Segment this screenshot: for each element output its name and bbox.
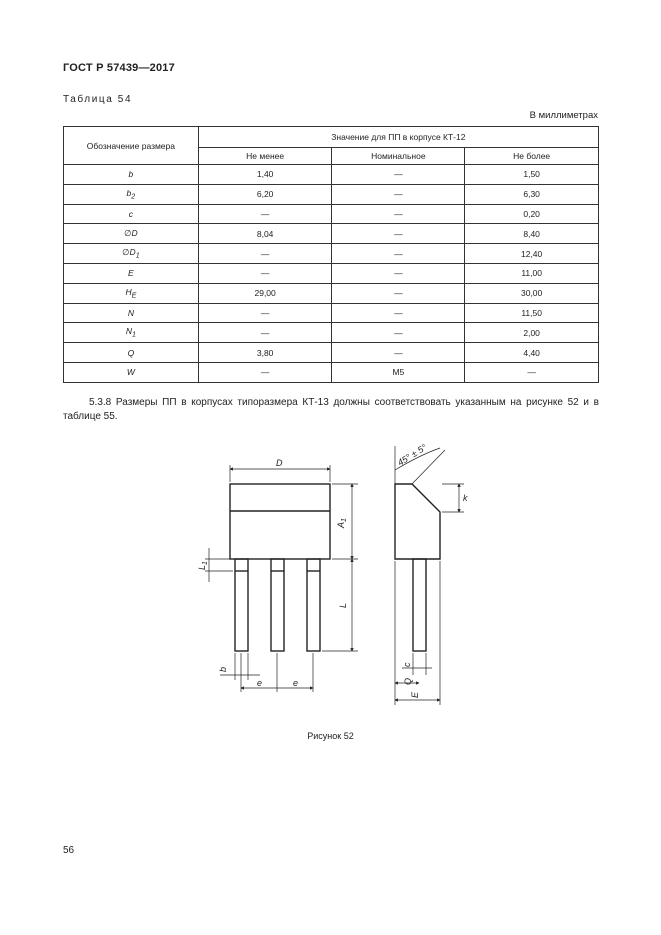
param-symbol: b bbox=[64, 165, 199, 185]
label-l1: $L_1$ bbox=[197, 561, 209, 570]
param-symbol: $H_E$ bbox=[64, 283, 199, 303]
value-max: — bbox=[465, 362, 599, 382]
label-a1: $A_1$ bbox=[336, 518, 348, 528]
value-nominal: — bbox=[332, 165, 465, 185]
value-min: 29,00 bbox=[198, 283, 332, 303]
label-c: c bbox=[402, 662, 412, 667]
value-max: 0,20 bbox=[465, 204, 599, 224]
value-max: 11,00 bbox=[465, 263, 599, 283]
value-min: 3,80 bbox=[198, 343, 332, 363]
value-nominal: — bbox=[332, 343, 465, 363]
table-row bbox=[64, 184, 599, 204]
label-e2: e bbox=[293, 678, 299, 688]
label-b: b bbox=[218, 666, 228, 672]
table-row bbox=[64, 283, 599, 303]
value-max: 8,40 bbox=[465, 224, 599, 244]
param-symbol: $\emptyset D_1$ bbox=[64, 244, 199, 264]
units-note: В миллиметрах bbox=[529, 110, 598, 121]
label-l: L bbox=[338, 602, 348, 608]
value-nominal: — bbox=[332, 323, 465, 343]
value-min: 6,20 bbox=[198, 184, 332, 204]
value-max: 6,30 bbox=[465, 184, 599, 204]
figure-52-drawing bbox=[0, 430, 661, 720]
table-row bbox=[64, 224, 599, 244]
label-e1: e bbox=[257, 678, 263, 688]
header-min: Не менее bbox=[198, 148, 332, 165]
label-q: Q bbox=[403, 677, 413, 685]
param-symbol: W bbox=[64, 362, 199, 382]
value-max: 1,50 bbox=[465, 165, 599, 185]
value-min: — bbox=[198, 263, 332, 283]
value-nominal: M5 bbox=[332, 362, 465, 382]
value-nominal: — bbox=[332, 204, 465, 224]
value-min: 1,40 bbox=[198, 165, 332, 185]
dimensions-table bbox=[63, 126, 599, 383]
front-body bbox=[230, 484, 330, 559]
value-nominal: — bbox=[332, 224, 465, 244]
table-row bbox=[64, 165, 599, 185]
label-e: E bbox=[410, 691, 420, 698]
param-symbol: $b_2$ bbox=[64, 184, 199, 204]
table-row bbox=[64, 303, 599, 323]
table-row bbox=[64, 323, 599, 343]
param-symbol: N bbox=[64, 303, 199, 323]
header-value-group: Значение для ПП в корпусе КТ-12 bbox=[198, 127, 598, 148]
table-caption: Таблица 54 bbox=[63, 94, 133, 105]
value-min: — bbox=[198, 303, 332, 323]
value-max: 2,00 bbox=[465, 323, 599, 343]
label-k: k bbox=[463, 493, 468, 503]
lead-right bbox=[307, 559, 320, 651]
value-min: — bbox=[198, 204, 332, 224]
table-row bbox=[64, 362, 599, 382]
value-min: 8,04 bbox=[198, 224, 332, 244]
value-nominal: — bbox=[332, 283, 465, 303]
lead-left bbox=[235, 559, 248, 651]
table-row bbox=[64, 204, 599, 224]
param-symbol: $N_1$ bbox=[64, 323, 199, 343]
figure-caption: Рисунок 52 bbox=[307, 731, 354, 741]
lead-middle bbox=[271, 559, 284, 651]
page-number: 56 bbox=[63, 845, 75, 856]
header-nominal: Номинальное bbox=[332, 148, 465, 165]
table-row bbox=[64, 244, 599, 264]
value-min: — bbox=[198, 244, 332, 264]
value-nominal: — bbox=[332, 263, 465, 283]
value-nominal: — bbox=[332, 303, 465, 323]
header-designation: Обозначение размера bbox=[64, 127, 199, 165]
param-symbol: ∅D bbox=[64, 224, 199, 244]
param-symbol: Q bbox=[64, 343, 199, 363]
table-row bbox=[64, 343, 599, 363]
side-lead bbox=[413, 559, 426, 651]
document-code: ГОСТ Р 57439—2017 bbox=[63, 62, 175, 74]
table-row bbox=[64, 263, 599, 283]
value-max: 30,00 bbox=[465, 283, 599, 303]
value-max: 11,50 bbox=[465, 303, 599, 323]
value-max: 12,40 bbox=[465, 244, 599, 264]
paragraph-5-3-8: 5.3.8 Размеры ПП в корпусах типоразмера КТ-13 должны соответствовать указанным на рисунке 52 и в таблице 55. bbox=[63, 397, 599, 422]
param-symbol: E bbox=[64, 263, 199, 283]
label-angle: 45° ± 5° bbox=[395, 442, 429, 468]
side-body bbox=[395, 484, 440, 559]
label-d: D bbox=[276, 458, 283, 468]
value-min: — bbox=[198, 323, 332, 343]
header-max: Не более bbox=[465, 148, 599, 165]
value-min: — bbox=[198, 362, 332, 382]
value-nominal: — bbox=[332, 184, 465, 204]
param-symbol: c bbox=[64, 204, 199, 224]
value-max: 4,40 bbox=[465, 343, 599, 363]
value-nominal: — bbox=[332, 244, 465, 264]
